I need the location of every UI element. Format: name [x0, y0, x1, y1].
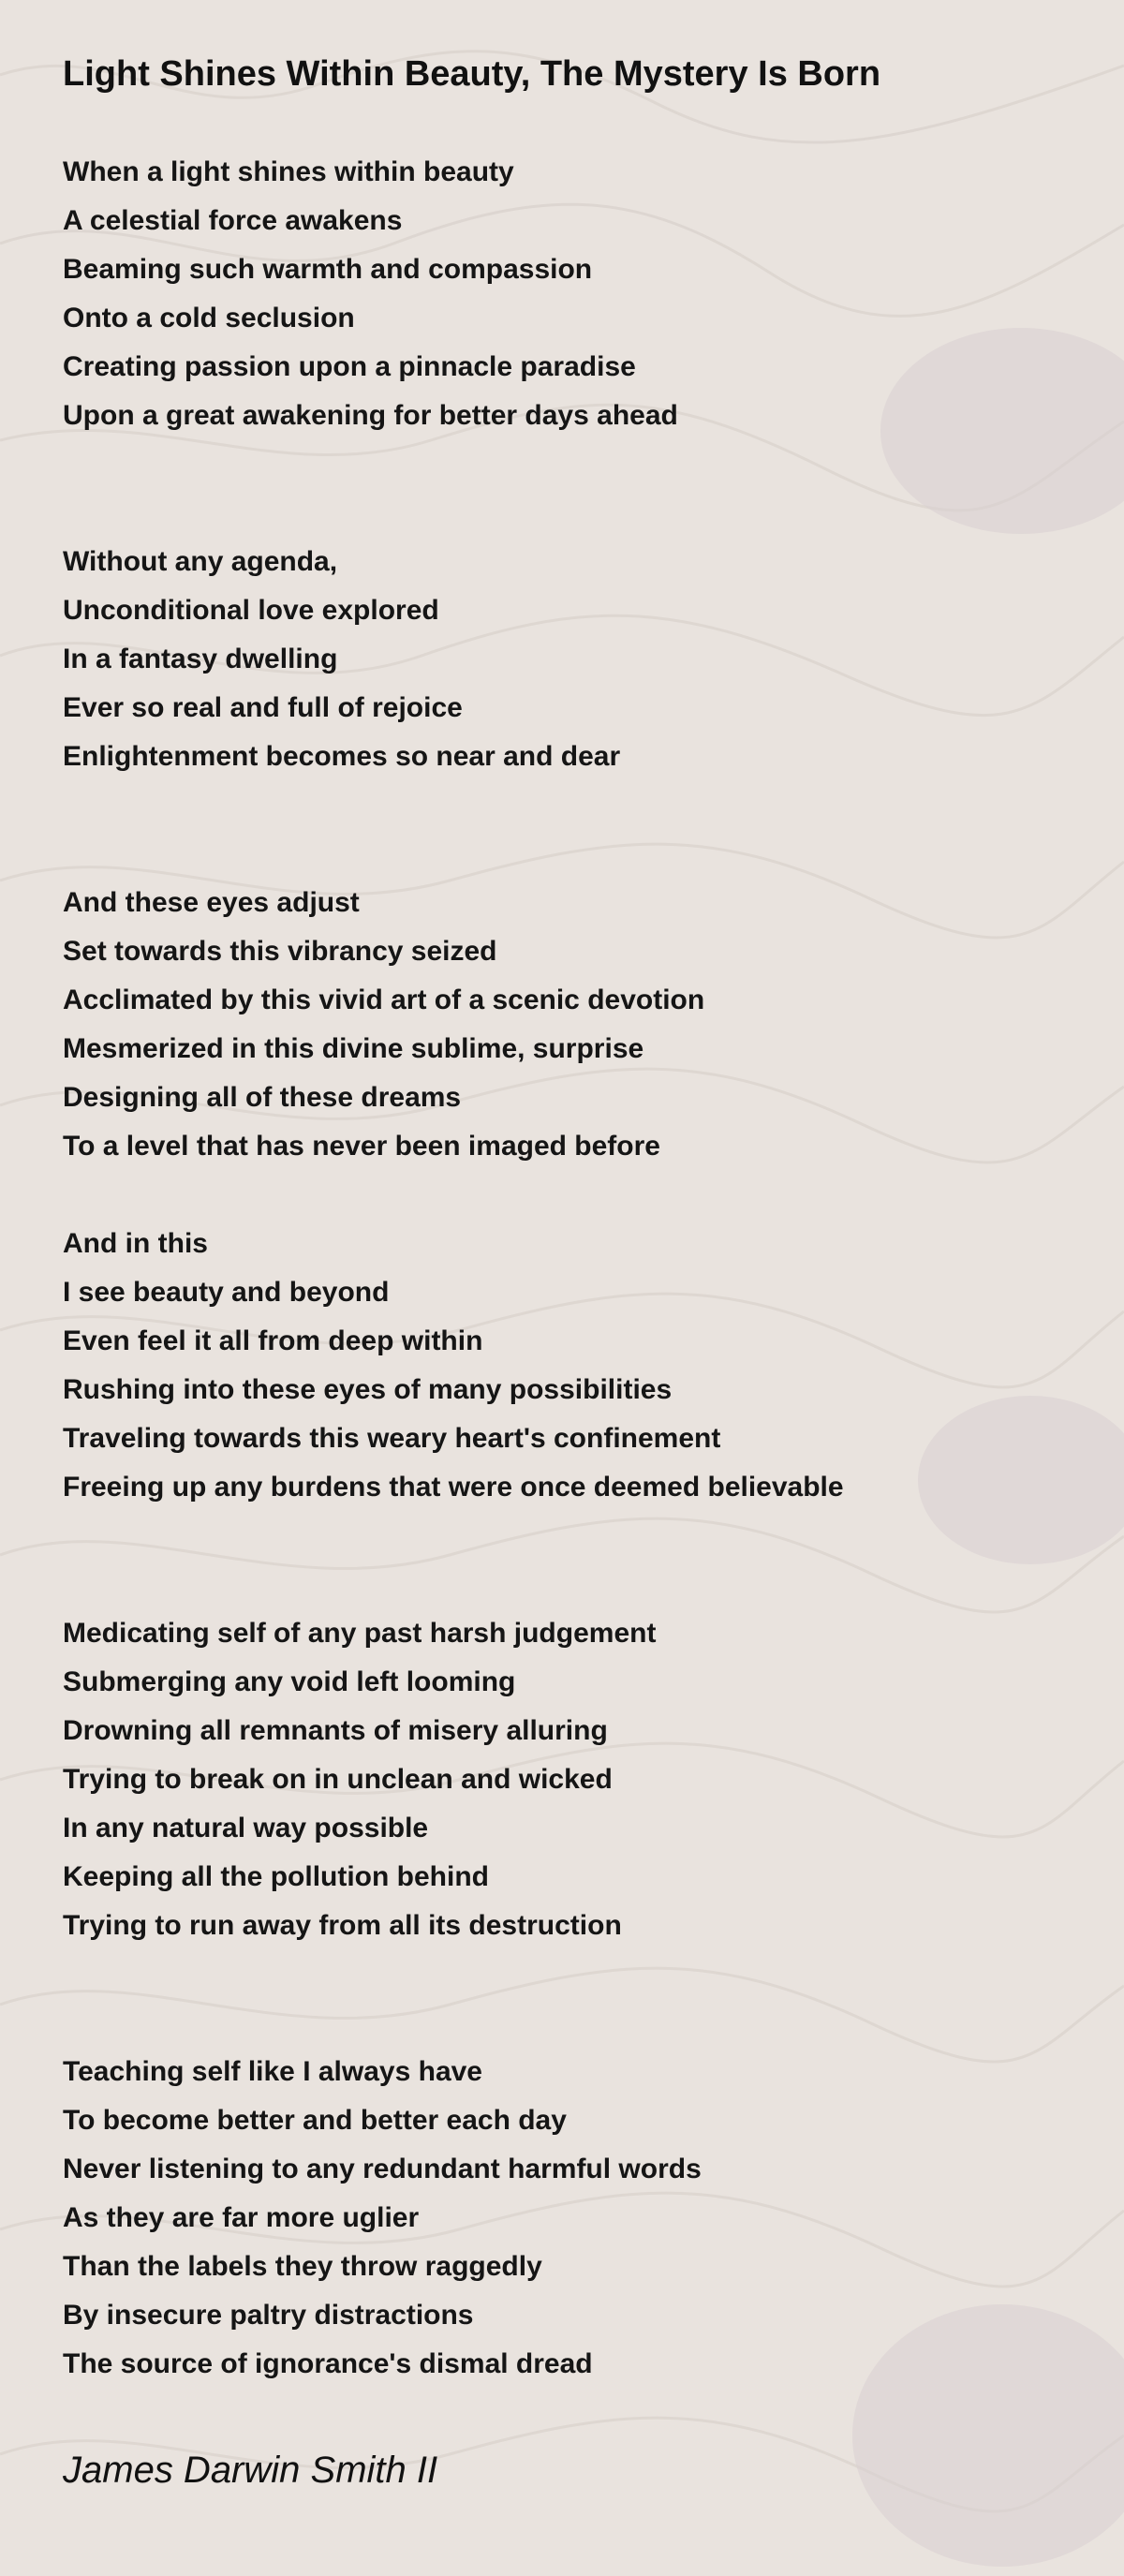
stanza-gap	[63, 1171, 993, 1220]
stanza	[63, 538, 993, 781]
poem-line: Trying to run away from all its destruction	[63, 1910, 622, 1941]
poem-line: Drowning all remnants of misery alluring	[63, 1715, 608, 1746]
poem-line: To become better and better each day	[63, 2105, 567, 2136]
poem-line: And in this	[63, 1228, 208, 1259]
poem-line: Freeing up any burdens that were once deemed believable	[63, 1472, 844, 1503]
poem-author: James Darwin Smith II	[63, 2450, 438, 2491]
stanza	[63, 1220, 993, 1512]
poem-line: Acclimated by this vivid art of a scenic devotion	[63, 985, 705, 1015]
poem-line: A celestial force awakens	[63, 205, 403, 236]
poem-line: Keeping all the pollution behind	[63, 1861, 489, 1892]
poem-line: When a light shines within beauty	[63, 156, 514, 187]
poem-line: Than the labels they throw raggedly	[63, 2251, 542, 2282]
poem-line: And these eyes adjust	[63, 887, 360, 918]
poem-line: Never listening to any redundant harmful words	[63, 2154, 702, 2184]
stanza	[63, 1609, 993, 1950]
stanza	[63, 148, 993, 440]
poem-line: Enlightenment becomes so near and dear	[63, 741, 621, 772]
poem-line: Teaching self like I always have	[63, 2056, 482, 2087]
poem-line: Medicating self of any past harsh judgement	[63, 1618, 657, 1649]
poem-line: Set towards this vibrancy seized	[63, 936, 497, 967]
poem-line: Designing all of these dreams	[63, 1082, 462, 1113]
poem-line: In any natural way possible	[63, 1813, 429, 1843]
poem-line: Beaming such warmth and compassion	[63, 254, 593, 285]
poem-line: To a level that has never been imaged before	[63, 1131, 660, 1162]
poem-line: As they are far more uglier	[63, 2202, 420, 2233]
poem-line: Unconditional love explored	[63, 595, 439, 626]
poem-line: Upon a great awakening for better days ahead	[63, 400, 678, 431]
poem-line: Trying to break on in unclean and wicked	[63, 1764, 613, 1795]
poem-line: Traveling towards this weary heart's confinement	[63, 1423, 721, 1454]
stanza-gap	[63, 440, 993, 538]
poem-line: Ever so real and full of rejoice	[63, 692, 463, 723]
poem-line: Creating passion upon a pinnacle paradise	[63, 351, 636, 382]
poem-title: Light Shines Within Beauty, The Mystery Is Born	[63, 54, 881, 94]
poem-line: By insecure paltry distractions	[63, 2300, 474, 2331]
stanza	[63, 879, 993, 1171]
poem-line: Onto a cold seclusion	[63, 303, 355, 333]
stanza-gap	[63, 1950, 993, 2048]
poem-line: Mesmerized in this divine sublime, surprise	[63, 1033, 644, 1064]
poem-line: In a fantasy dwelling	[63, 644, 338, 674]
poem-line: I see beauty and beyond	[63, 1277, 390, 1308]
poem-line: Rushing into these eyes of many possibilities	[63, 1374, 673, 1405]
stanza-gap	[63, 781, 993, 879]
poem-line: Even feel it all from deep within	[63, 1325, 483, 1356]
poem-body	[63, 148, 993, 2389]
stanza-gap	[63, 1512, 993, 1609]
poem-line: Submerging any void left looming	[63, 1666, 516, 1697]
stanza	[63, 2048, 993, 2389]
poem-line: Without any agenda,	[63, 546, 338, 577]
poem-line: The source of ignorance's dismal dread	[63, 2348, 593, 2379]
